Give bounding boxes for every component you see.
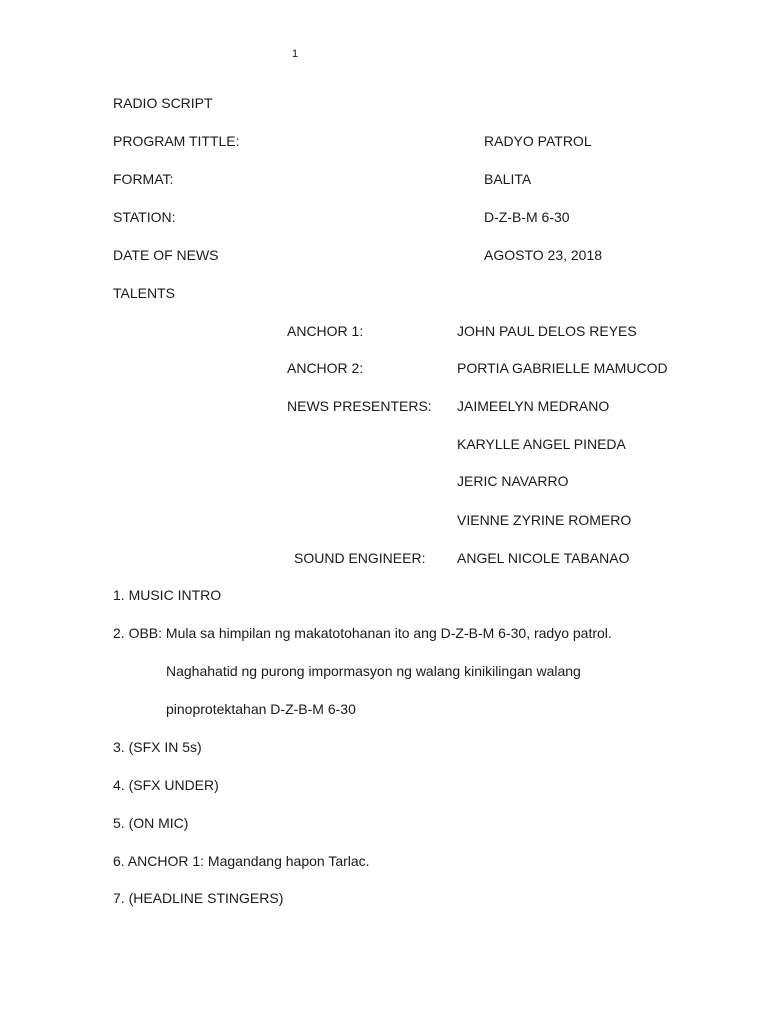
talent-role-anchor-1: ANCHOR 1: — [287, 323, 364, 339]
talent-role-sound-engineer: SOUND ENGINEER: — [294, 550, 426, 566]
talent-name: JERIC NAVARRO — [457, 473, 569, 489]
talent-role-news-presenters: NEWS PRESENTERS: — [287, 398, 432, 414]
script-line-2-continuation: Naghahatid ng purong impormasyon ng walang kinikilingan walang — [166, 663, 581, 679]
field-label-date-of-news: DATE OF NEWS — [113, 247, 219, 263]
script-line-2-continuation: pinoprotektahan D-Z-B-M 6-30 — [166, 701, 356, 717]
field-value-date-of-news: AGOSTO 23, 2018 — [484, 247, 603, 263]
field-label-station: STATION: — [113, 209, 176, 225]
talent-name: JAIMEELYN MEDRANO — [457, 398, 610, 414]
field-value-format: BALITA — [484, 171, 532, 187]
script-line-7: 7. (HEADLINE STINGERS) — [113, 890, 284, 906]
talent-name: ANGEL NICOLE TABANAO — [457, 550, 630, 566]
document-title: RADIO SCRIPT — [113, 95, 213, 111]
talent-name: VIENNE ZYRINE ROMERO — [457, 512, 632, 528]
script-line-4: 4. (SFX UNDER) — [113, 777, 219, 793]
script-line-6: 6. ANCHOR 1: Magandang hapon Tarlac. — [113, 853, 370, 869]
field-value-station: D-Z-B-M 6-30 — [484, 209, 570, 225]
script-line-3: 3. (SFX IN 5s) — [113, 739, 202, 755]
talent-name: PORTIA GABRIELLE MAMUCOD — [457, 360, 668, 376]
page-number: 1 — [292, 48, 299, 60]
talent-name: JOHN PAUL DELOS REYES — [457, 323, 637, 339]
script-line-2: 2. OBB: Mula sa himpilan ng makatotohanan ito ang D-Z-B-M 6-30, radyo patrol. — [113, 625, 612, 641]
talents-heading: TALENTS — [113, 285, 175, 301]
talent-role-anchor-2: ANCHOR 2: — [287, 360, 364, 376]
script-line-5: 5. (ON MIC) — [113, 815, 189, 831]
script-line-1: 1. MUSIC INTRO — [113, 587, 222, 603]
field-value-program-title: RADYO PATROL — [484, 133, 592, 149]
field-label-format: FORMAT: — [113, 171, 174, 187]
talent-name: KARYLLE ANGEL PINEDA — [457, 436, 626, 452]
field-label-program-title: PROGRAM TITTLE: — [113, 133, 240, 149]
